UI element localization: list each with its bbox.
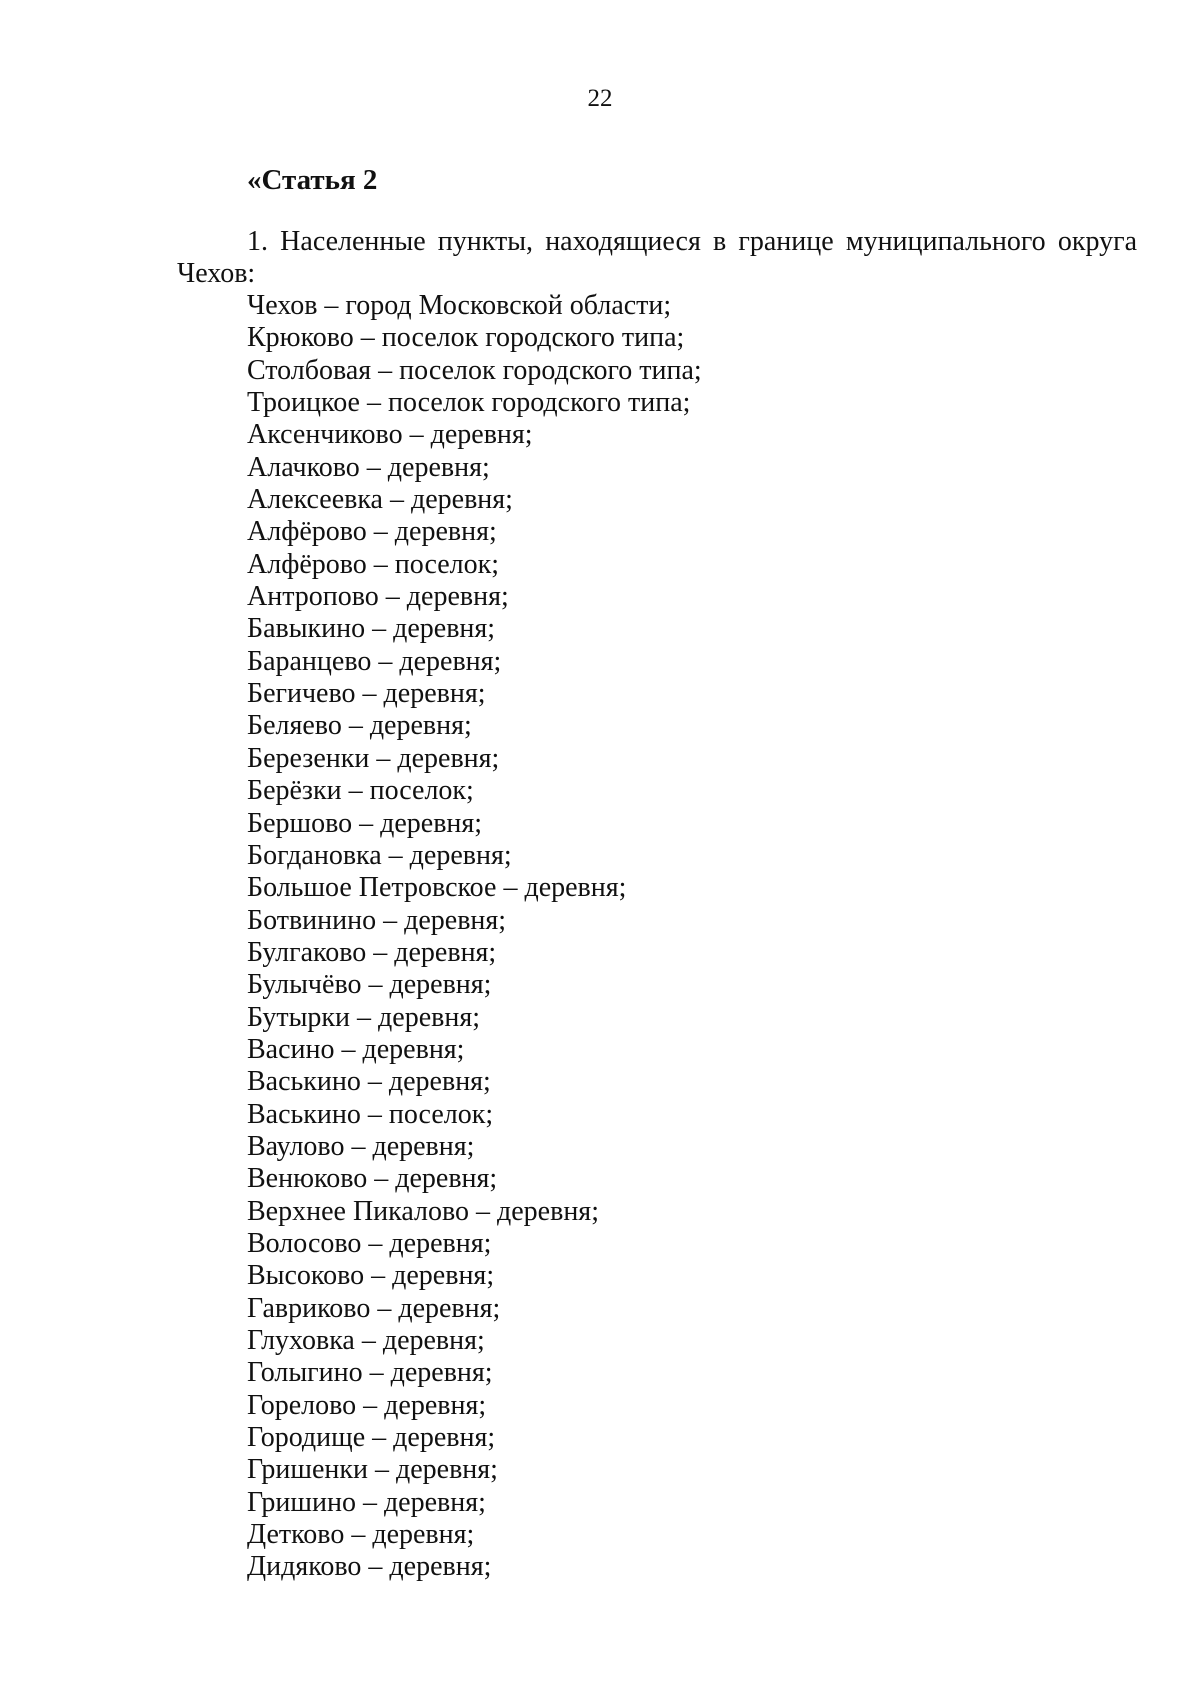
- settlement-list-item: Крюково – поселок городского типа;: [247, 322, 685, 354]
- settlement-list-item: Горелово – деревня;: [247, 1389, 487, 1421]
- settlement-list-item: Гавриково – деревня;: [247, 1292, 501, 1324]
- settlement-list-item: Березенки – деревня;: [247, 742, 500, 774]
- settlement-list-item: Ваулово – деревня;: [247, 1130, 475, 1162]
- settlement-list-item: Алексеевка – деревня;: [247, 484, 513, 516]
- settlement-list-item: Бершово – деревня;: [247, 807, 483, 839]
- settlement-list-item: Аксенчиково – деревня;: [247, 419, 533, 451]
- settlement-list-item: Бегичево – деревня;: [247, 678, 486, 710]
- settlement-list-item: Алфёрово – поселок;: [247, 548, 500, 580]
- settlement-list-item: Чехов – город Московской области;: [247, 290, 672, 321]
- settlement-list-item: Троицкое – поселок городского типа;: [247, 387, 691, 419]
- settlement-list-item: Алачково – деревня;: [247, 451, 490, 483]
- settlement-list-item: Булычёво – деревня;: [247, 969, 492, 1001]
- settlement-list-item: Баранцево – деревня;: [247, 645, 502, 677]
- settlement-list-item: Васино – деревня;: [247, 1033, 465, 1065]
- settlement-list-item: Голыгино – деревня;: [247, 1357, 493, 1389]
- settlement-list-item: Бутырки – деревня;: [247, 1001, 480, 1033]
- settlement-list-item: Столбовая – поселок городского типа;: [247, 354, 702, 386]
- settlement-list-item: Дидяково – деревня;: [247, 1551, 492, 1583]
- settlement-list-item: Гришино – деревня;: [247, 1486, 486, 1518]
- intro-paragraph: [177, 226, 1137, 290]
- settlement-list-item: Беляево – деревня;: [247, 710, 472, 742]
- settlement-list-item: Верхнее Пикалово – деревня;: [247, 1195, 599, 1227]
- settlement-list-item: Глуховка – деревня;: [247, 1325, 485, 1356]
- settlement-list: [247, 290, 702, 1584]
- settlement-list-item: Алфёрово – деревня;: [247, 516, 497, 548]
- settlement-list-item: Венюково – деревня;: [247, 1163, 498, 1195]
- settlement-list-item: Берёзки – поселок;: [247, 775, 474, 807]
- settlement-list-item: Антропово – деревня;: [247, 581, 509, 613]
- page-number: 22: [587, 85, 613, 112]
- settlement-list-item: Ботвинино – деревня;: [247, 904, 507, 936]
- settlement-list-item: Городище – деревня;: [247, 1422, 496, 1454]
- settlement-list-item: Гришенки – деревня;: [247, 1454, 498, 1486]
- article-title: «Статья 2: [247, 164, 378, 196]
- settlement-list-item: Волосово – деревня;: [247, 1227, 492, 1259]
- intro-text: 1. Населенные пункты, находящиеся в границе муниципального округа Чехов:: [177, 226, 1137, 289]
- settlement-list-item: Большое Петровское – деревня;: [247, 872, 627, 904]
- settlement-list-item: Булгаково – деревня;: [247, 936, 497, 968]
- settlement-list-item: Детково – деревня;: [247, 1519, 475, 1551]
- settlement-list-item: Васькино – поселок;: [247, 1098, 494, 1130]
- settlement-list-item: Богдановка – деревня;: [247, 839, 512, 871]
- settlement-list-item: Бавыкино – деревня;: [247, 613, 496, 645]
- settlement-list-item: Васькино – деревня;: [247, 1066, 491, 1098]
- settlement-list-item: Высоково – деревня;: [247, 1260, 495, 1292]
